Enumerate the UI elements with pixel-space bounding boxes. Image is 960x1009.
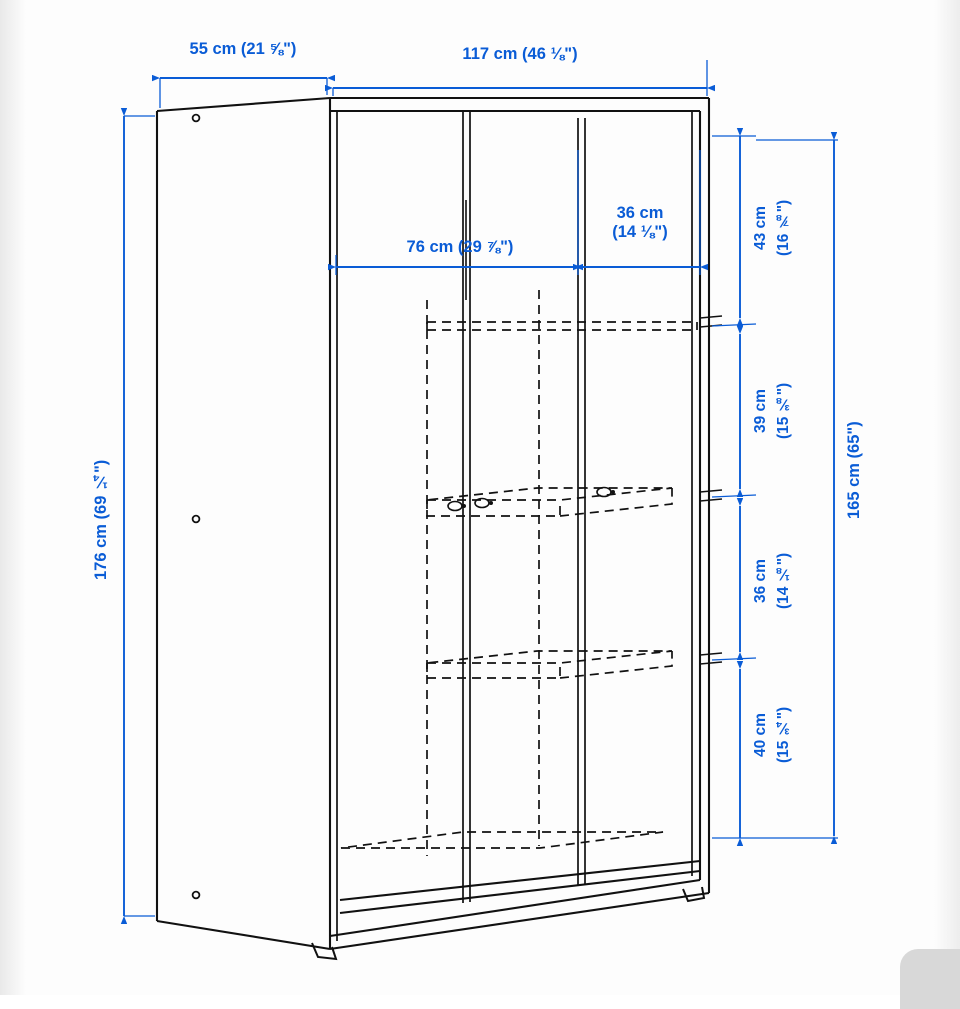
dimension-lines: [124, 60, 838, 916]
gap2-line2: (15 ⅜"): [774, 382, 792, 440]
dim-label-width: 117 cm (46 ⅛"): [462, 45, 578, 63]
narrow-section-line2: (14 ⅛"): [612, 223, 668, 242]
narrow-section-line1: 36 cm: [616, 204, 664, 222]
side-panel-fixings: [193, 115, 200, 899]
dim-label-total-height: 176 cm (69 ¼"): [92, 459, 110, 581]
gap4-line1: 40 cm: [752, 713, 769, 757]
gap1-line1: 43 cm: [752, 206, 769, 250]
dim-label-gap-1: [752, 192, 793, 269]
dim-label-gap-4: [752, 702, 793, 773]
dim-label-interior-height: 165 cm (65"): [845, 421, 863, 519]
gap4-line2: (15 ¾"): [774, 706, 792, 764]
dim-label-wide-section: 76 cm (29 ⅞"): [406, 238, 514, 256]
dim-label-gap-3: [752, 548, 793, 619]
gap3-line1: 36 cm: [752, 559, 769, 603]
gap3-line2: (14 ⅛"): [774, 552, 792, 610]
dim-label-gap-2: [752, 378, 793, 449]
dim-label-depth: 55 cm (21 ⅝"): [189, 40, 297, 58]
shelf-fittings: [448, 488, 615, 511]
interior-hidden-lines: [341, 290, 697, 856]
dim-label-narrow-section: [588, 204, 692, 243]
gap2-line1: 39 cm: [752, 389, 769, 433]
gap1-line2: (16 ⅞"): [774, 199, 792, 257]
shelf-edge-ticks: [700, 316, 722, 664]
